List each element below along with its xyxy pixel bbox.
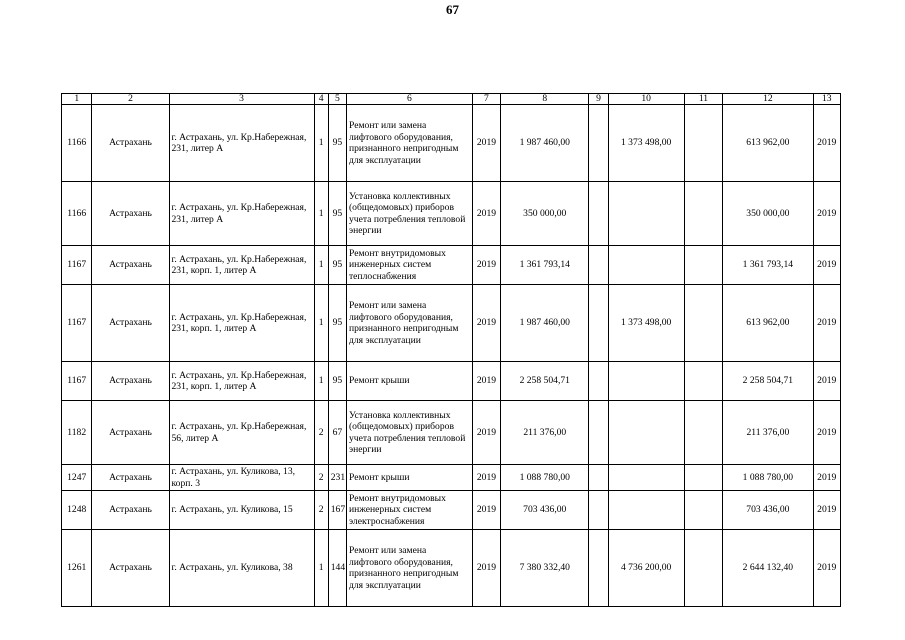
cell-col9 — [589, 491, 608, 530]
cell-city: Астрахань — [92, 465, 169, 491]
cell-city: Астрахань — [92, 285, 169, 362]
cell-col4: 1 — [314, 285, 328, 362]
cell-col5: 144 — [328, 530, 346, 607]
cell-work-type: Ремонт или замена лифтового оборудования, признанного непригодным для эксплуатации — [346, 105, 472, 182]
cell-address: г. Астрахань, ул. Кр.Набережная, 231, корп. 1, литер А — [169, 246, 314, 285]
cell-id: 1167 — [62, 285, 92, 362]
cell-col9 — [589, 530, 608, 607]
cell-work-type: Установка коллективных (общедомовых) приборов учета потребления тепловой энергии — [346, 401, 472, 465]
cell-col12: 2 258 504,71 — [723, 362, 813, 401]
cell-work-type: Ремонт крыши — [346, 362, 472, 401]
table-row — [62, 285, 841, 362]
cell-total: 1 088 780,00 — [501, 465, 589, 491]
registry-table — [61, 93, 841, 607]
column-header: 11 — [684, 94, 723, 105]
cell-col13: 2019 — [813, 491, 841, 530]
cell-col13: 2019 — [813, 105, 841, 182]
cell-year: 2019 — [472, 465, 500, 491]
cell-address: г. Астрахань, ул. Куликова, 13, корп. 3 — [169, 465, 314, 491]
cell-col12: 703 436,00 — [723, 491, 813, 530]
cell-col10: 1 373 498,00 — [608, 105, 684, 182]
cell-id: 1261 — [62, 530, 92, 607]
cell-city: Астрахань — [92, 105, 169, 182]
table-row — [62, 182, 841, 246]
cell-year: 2019 — [472, 246, 500, 285]
cell-year: 2019 — [472, 401, 500, 465]
cell-col9 — [589, 465, 608, 491]
cell-col13: 2019 — [813, 246, 841, 285]
cell-col13: 2019 — [813, 530, 841, 607]
cell-col4: 1 — [314, 362, 328, 401]
cell-col11 — [684, 362, 723, 401]
cell-col4: 1 — [314, 105, 328, 182]
cell-col9 — [589, 401, 608, 465]
cell-col11 — [684, 246, 723, 285]
cell-col13: 2019 — [813, 401, 841, 465]
cell-col11 — [684, 105, 723, 182]
table-row — [62, 362, 841, 401]
table-row — [62, 465, 841, 491]
cell-total: 7 380 332,40 — [501, 530, 589, 607]
table-row — [62, 530, 841, 607]
cell-total: 1 361 793,14 — [501, 246, 589, 285]
cell-col13: 2019 — [813, 465, 841, 491]
cell-address: г. Астрахань, ул. Кр.Набережная, 56, литер А — [169, 401, 314, 465]
cell-col10: 1 373 498,00 — [608, 285, 684, 362]
cell-work-type: Установка коллективных (общедомовых) приборов учета потребления тепловой энергии — [346, 182, 472, 246]
cell-address: г. Астрахань, ул. Кр.Набережная, 231, корп. 1, литер А — [169, 362, 314, 401]
column-header: 1 — [62, 94, 92, 105]
cell-year: 2019 — [472, 530, 500, 607]
cell-year: 2019 — [472, 105, 500, 182]
cell-col13: 2019 — [813, 182, 841, 246]
cell-city: Астрахань — [92, 246, 169, 285]
cell-year: 2019 — [472, 285, 500, 362]
cell-col10 — [608, 465, 684, 491]
cell-col9 — [589, 246, 608, 285]
cell-col10 — [608, 246, 684, 285]
cell-col12: 211 376,00 — [723, 401, 813, 465]
cell-id: 1167 — [62, 246, 92, 285]
cell-col5: 95 — [328, 362, 346, 401]
column-header: 3 — [169, 94, 314, 105]
cell-col10: 4 736 200,00 — [608, 530, 684, 607]
cell-id: 1248 — [62, 491, 92, 530]
cell-col9 — [589, 182, 608, 246]
cell-col12: 613 962,00 — [723, 105, 813, 182]
table-row — [62, 105, 841, 182]
cell-col5: 167 — [328, 491, 346, 530]
table-row — [62, 401, 841, 465]
cell-id: 1166 — [62, 182, 92, 246]
column-header: 9 — [589, 94, 608, 105]
cell-year: 2019 — [472, 182, 500, 246]
cell-col13: 2019 — [813, 285, 841, 362]
cell-col12: 1 088 780,00 — [723, 465, 813, 491]
cell-col12: 2 644 132,40 — [723, 530, 813, 607]
cell-col9 — [589, 362, 608, 401]
cell-address: г. Астрахань, ул. Кр.Набережная, 231, литер А — [169, 105, 314, 182]
cell-id: 1182 — [62, 401, 92, 465]
cell-year: 2019 — [472, 362, 500, 401]
cell-col4: 2 — [314, 401, 328, 465]
cell-city: Астрахань — [92, 362, 169, 401]
cell-address: г. Астрахань, ул. Кр.Набережная, 231, корп. 1, литер А — [169, 285, 314, 362]
cell-col12: 350 000,00 — [723, 182, 813, 246]
cell-col4: 2 — [314, 491, 328, 530]
cell-col12: 1 361 793,14 — [723, 246, 813, 285]
cell-col5: 95 — [328, 246, 346, 285]
column-header: 10 — [608, 94, 684, 105]
cell-total: 703 436,00 — [501, 491, 589, 530]
table-row — [62, 246, 841, 285]
cell-col4: 2 — [314, 465, 328, 491]
cell-col5: 67 — [328, 401, 346, 465]
cell-col11 — [684, 491, 723, 530]
cell-col9 — [589, 285, 608, 362]
cell-col10 — [608, 362, 684, 401]
cell-col12: 613 962,00 — [723, 285, 813, 362]
page-number: 67 — [446, 2, 459, 17]
cell-col10 — [608, 401, 684, 465]
cell-col10 — [608, 491, 684, 530]
cell-work-type: Ремонт крыши — [346, 465, 472, 491]
cell-col11 — [684, 465, 723, 491]
cell-work-type: Ремонт внутридомовых инженерных систем электроснабжения — [346, 491, 472, 530]
cell-col11 — [684, 401, 723, 465]
cell-year: 2019 — [472, 491, 500, 530]
cell-col5: 95 — [328, 182, 346, 246]
column-header: 5 — [328, 94, 346, 105]
cell-work-type: Ремонт внутридомовых инженерных систем теплоснабжения — [346, 246, 472, 285]
cell-col4: 1 — [314, 530, 328, 607]
column-header: 6 — [346, 94, 472, 105]
cell-total: 1 987 460,00 — [501, 285, 589, 362]
cell-col11 — [684, 285, 723, 362]
column-header: 7 — [472, 94, 500, 105]
cell-city: Астрахань — [92, 491, 169, 530]
column-header: 13 — [813, 94, 841, 105]
cell-col5: 95 — [328, 285, 346, 362]
cell-city: Астрахань — [92, 182, 169, 246]
cell-id: 1167 — [62, 362, 92, 401]
cell-total: 2 258 504,71 — [501, 362, 589, 401]
cell-city: Астрахань — [92, 530, 169, 607]
cell-address: г. Астрахань, ул. Кр.Набережная, 231, литер А — [169, 182, 314, 246]
cell-total: 350 000,00 — [501, 182, 589, 246]
cell-id: 1247 — [62, 465, 92, 491]
cell-address: г. Астрахань, ул. Куликова, 38 — [169, 530, 314, 607]
cell-col10 — [608, 182, 684, 246]
cell-id: 1166 — [62, 105, 92, 182]
cell-total: 211 376,00 — [501, 401, 589, 465]
cell-total: 1 987 460,00 — [501, 105, 589, 182]
cell-col11 — [684, 182, 723, 246]
cell-city: Астрахань — [92, 401, 169, 465]
cell-col5: 231 — [328, 465, 346, 491]
cell-col13: 2019 — [813, 362, 841, 401]
cell-col4: 1 — [314, 182, 328, 246]
header-row — [62, 94, 841, 105]
cell-col11 — [684, 530, 723, 607]
cell-work-type: Ремонт или замена лифтового оборудования, признанного непригодным для эксплуатации — [346, 285, 472, 362]
cell-col9 — [589, 105, 608, 182]
cell-col4: 1 — [314, 246, 328, 285]
cell-col5: 95 — [328, 105, 346, 182]
table-row — [62, 491, 841, 530]
cell-address: г. Астрахань, ул. Куликова, 15 — [169, 491, 314, 530]
cell-work-type: Ремонт или замена лифтового оборудования, признанного непригодным для эксплуатации — [346, 530, 472, 607]
column-header: 8 — [501, 94, 589, 105]
column-header: 2 — [92, 94, 169, 105]
table-body — [62, 94, 841, 607]
column-header: 12 — [723, 94, 813, 105]
column-header: 4 — [314, 94, 328, 105]
